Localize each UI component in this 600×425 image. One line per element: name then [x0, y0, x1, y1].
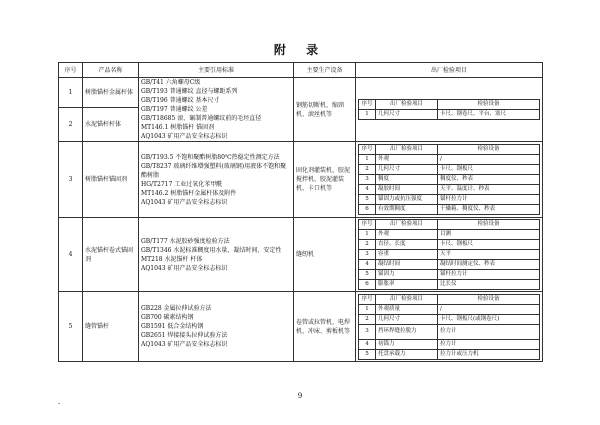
- page-title: 附 录: [273, 43, 327, 57]
- standard-line: AQ1043 矿用产品安全标志标识: [141, 133, 228, 140]
- standard-line: GB2651 焊接接头拉伸试验方法: [141, 332, 228, 339]
- inspection-no: 3: [359, 324, 376, 339]
- standard-line: MT146.1 树脂锚杆 锚固剂: [141, 124, 215, 131]
- inspection-item: 外观质量: [376, 304, 438, 314]
- inspection-no: 5: [359, 195, 376, 205]
- standards-cell: [139, 78, 294, 142]
- inspection-row: [359, 270, 540, 280]
- subheader-item: 出厂检验项目: [376, 145, 438, 155]
- inspection-device: 拉力计或压力机: [438, 349, 540, 359]
- subheader-device: 检验设备: [438, 294, 540, 304]
- inspection-row: [359, 250, 540, 260]
- page-number: 9: [297, 392, 303, 400]
- standard-line: MT146.2 树脂锚杆金属杆体及附件: [141, 189, 237, 197]
- standard-line: GB700 碳素结构钢: [141, 314, 194, 321]
- inspection-item: 外观: [376, 155, 438, 165]
- product-name: 水泥锚杆卷式锚固剂: [83, 218, 139, 292]
- equipment-cell: 钢筋切断机、缩頸机、滚丝机等: [294, 78, 356, 142]
- inspection-item: 凝胶时间: [376, 185, 438, 195]
- inspection-item: 凝结时间: [376, 260, 438, 270]
- standard-line: GB/T193 普通螺纹 直径与螺距系列: [141, 88, 238, 95]
- inspection-subtable: [358, 144, 540, 215]
- inspection-item: 锚固力: [376, 270, 438, 280]
- inspection-no: 2: [359, 165, 376, 175]
- inspection-item: 挡环焊缝拉脱力: [376, 324, 438, 339]
- subheader-no: 序号: [359, 100, 376, 110]
- subheader-item: 出厂检验项目: [376, 220, 438, 230]
- inspection-item: 外观: [376, 230, 438, 240]
- inspection-no: 1: [359, 230, 376, 240]
- inspection-row: [359, 349, 540, 359]
- footer-mark: .: [58, 398, 61, 406]
- standard-line: AQ1043 矿用产品安全标志标识: [141, 341, 228, 348]
- inspection-no: 6: [359, 205, 376, 215]
- inspection-cell: [356, 142, 543, 218]
- inspection-device: 卡尺、钢卷尺、平台、塞尺: [438, 110, 540, 120]
- inspection-row: [359, 230, 540, 240]
- standard-line: GB/T8237 玻璃纤维增强塑料(玻璃钢)用液体不饱和聚酯树脂: [141, 162, 287, 179]
- inspection-item: 容重: [376, 250, 438, 260]
- inspection-device: 卡尺、钢板尺: [438, 165, 540, 175]
- inspection-no: 4: [359, 260, 376, 270]
- inspection-no: 4: [359, 339, 376, 349]
- equipment-cell: 缝纫机: [294, 218, 356, 292]
- standard-line: HG/T2717 工业过氧化苯甲酰: [141, 180, 223, 188]
- inspection-row: [359, 324, 540, 339]
- subheader-no: 序号: [359, 145, 376, 155]
- inspection-no: 3: [359, 175, 376, 185]
- inspection-device: 卡尺、钢板尺: [438, 240, 540, 250]
- subheader-device: 检验设备: [438, 220, 540, 230]
- standard-line: GB/T18685 滚、碾制普通螺纹前的毛坯直径: [141, 115, 262, 122]
- inspection-row: [359, 165, 540, 175]
- inspection-cell: [356, 218, 543, 292]
- inspection-row: [359, 260, 540, 270]
- inspection-device: 卡尺、钢板尺(或钢卷尺): [438, 314, 540, 324]
- inspection-row: [359, 185, 540, 195]
- row-no: 5: [59, 292, 83, 362]
- inspection-row: [359, 205, 540, 215]
- inspection-no: 2: [359, 314, 376, 324]
- inspection-row: [359, 339, 540, 349]
- inspection-no: 1: [359, 304, 376, 314]
- inspection-subtable: [358, 294, 540, 360]
- subtable-header: [359, 145, 540, 155]
- inspection-subtable: [358, 219, 540, 290]
- table-row: [59, 78, 543, 108]
- inspection-item: 锚固力或抗压强度: [376, 195, 438, 205]
- subtable-header: [359, 220, 540, 230]
- inspection-no: 5: [359, 349, 376, 359]
- inspection-cell: [356, 78, 543, 142]
- standard-line: GB/T197 普通螺纹 公差: [141, 106, 208, 113]
- inspection-item: 有效期稠度: [376, 205, 438, 215]
- inspection-row: [359, 240, 540, 250]
- inspection-item: 托盘承载力: [376, 349, 438, 359]
- inspection-row: [359, 280, 540, 290]
- row-no: 4: [59, 218, 83, 292]
- header-equipment: 主要生产设备: [294, 63, 356, 78]
- product-name: 缝管锚杆: [83, 292, 139, 362]
- standard-line: GB1591 低合金结构钢: [141, 323, 204, 330]
- subheader-device: 检验设备: [438, 145, 540, 155]
- row-no: 3: [59, 142, 83, 218]
- inspection-no: 6: [359, 280, 376, 290]
- product-name: 水泥锚杆杆体: [83, 108, 139, 142]
- appendix-table: [58, 62, 543, 362]
- inspection-item: 稠度: [376, 175, 438, 185]
- standard-line: GB/T193.5 不饱和聚酯树脂80℃热稳定性测定方法: [141, 153, 280, 161]
- inspection-subtable: [358, 99, 540, 120]
- inspection-device: 天平: [438, 250, 540, 260]
- product-name: 树脂锚杆锚固剂: [83, 142, 139, 218]
- row-no: 2: [59, 108, 83, 142]
- inspection-item: 几何尺寸: [376, 110, 438, 120]
- header-standards: 主要引用标准: [139, 63, 294, 78]
- inspection-no: 2: [359, 240, 376, 250]
- equipment-cell: 卷管或拉管机、电焊机、冲床、剪板机等: [294, 292, 356, 362]
- inspection-item: 几何尺寸: [376, 314, 438, 324]
- standard-line: GB/T177 水泥胶砂强度检验方法: [141, 237, 230, 245]
- inspection-row: [359, 314, 540, 324]
- header-inspection: 出厂检验项目: [356, 63, 543, 78]
- inspection-device: 锚杆拉力计: [438, 195, 540, 205]
- table-row: [59, 292, 543, 362]
- inspection-cell: [356, 292, 543, 362]
- inspection-item: 直径、长度: [376, 240, 438, 250]
- standard-line: GB228 金属拉伸试验方法: [141, 305, 212, 312]
- inspection-device: 锚杆拉力计: [438, 270, 540, 280]
- subheader-no: 序号: [359, 294, 376, 304]
- standards-cell: [139, 142, 294, 218]
- standards-cell: [139, 218, 294, 292]
- inspection-device: 拉力计: [438, 324, 540, 339]
- product-name: 树脂锚杆金属杆体: [83, 78, 139, 108]
- inspection-item: 几何尺寸: [376, 165, 438, 175]
- inspection-device: 目测: [438, 230, 540, 240]
- inspection-item: 初锚力: [376, 339, 438, 349]
- inspection-no: 3: [359, 250, 376, 260]
- standard-line: GB/T1346 水泥标准稠度用水量、凝结时间、安定性: [141, 246, 282, 254]
- standards-cell: [139, 292, 294, 362]
- standard-line: GB/T41 六角螺母C级: [141, 79, 201, 86]
- subheader-no: 序号: [359, 220, 376, 230]
- inspection-row: [359, 175, 540, 185]
- inspection-device: /: [438, 304, 540, 314]
- inspection-no: 5: [359, 270, 376, 280]
- equipment-cell: 固化剂灌装机、胶泥搅拌机、胶泥灌装机、卡口机等: [294, 142, 356, 218]
- inspection-no: 1: [359, 110, 376, 120]
- standard-line: AQ1043 矿用产品安全标志标识: [141, 198, 228, 206]
- header-product: 产品名称: [83, 63, 139, 78]
- inspection-row: [359, 155, 540, 165]
- table-header-row: [59, 63, 543, 78]
- standard-line: GB/T196 普通螺纹 基本尺寸: [141, 97, 220, 104]
- inspection-device: 干燥箱、稠度仪、秒表: [438, 205, 540, 215]
- subheader-item: 出厂检验项目: [376, 294, 438, 304]
- inspection-row: [359, 304, 540, 314]
- inspection-no: 4: [359, 185, 376, 195]
- inspection-device: 稠度仪、秒表: [438, 175, 540, 185]
- inspection-device: 凝结时间测定仪、秒表: [438, 260, 540, 270]
- inspection-item: 膨胀率: [376, 280, 438, 290]
- table-row: [59, 218, 543, 292]
- standard-line: AQ1043 矿用产品安全标志标识: [141, 264, 228, 272]
- subtable-header: [359, 294, 540, 304]
- subheader-item: 出厂检验项目: [376, 100, 438, 110]
- inspection-device: /: [438, 155, 540, 165]
- subheader-device: 检验设备: [438, 100, 540, 110]
- header-no: 序号: [59, 63, 83, 78]
- row-no: 1: [59, 78, 83, 108]
- table-row: [59, 142, 543, 218]
- standard-line: MT218 水泥锚杆 杆体: [141, 255, 203, 263]
- inspection-device: 天平、温度计、秒表: [438, 185, 540, 195]
- inspection-row: [359, 110, 540, 120]
- inspection-device: 比长仪: [438, 280, 540, 290]
- inspection-row: [359, 195, 540, 205]
- inspection-device: 拉力计: [438, 339, 540, 349]
- inspection-no: 1: [359, 155, 376, 165]
- subtable-header: [359, 100, 540, 110]
